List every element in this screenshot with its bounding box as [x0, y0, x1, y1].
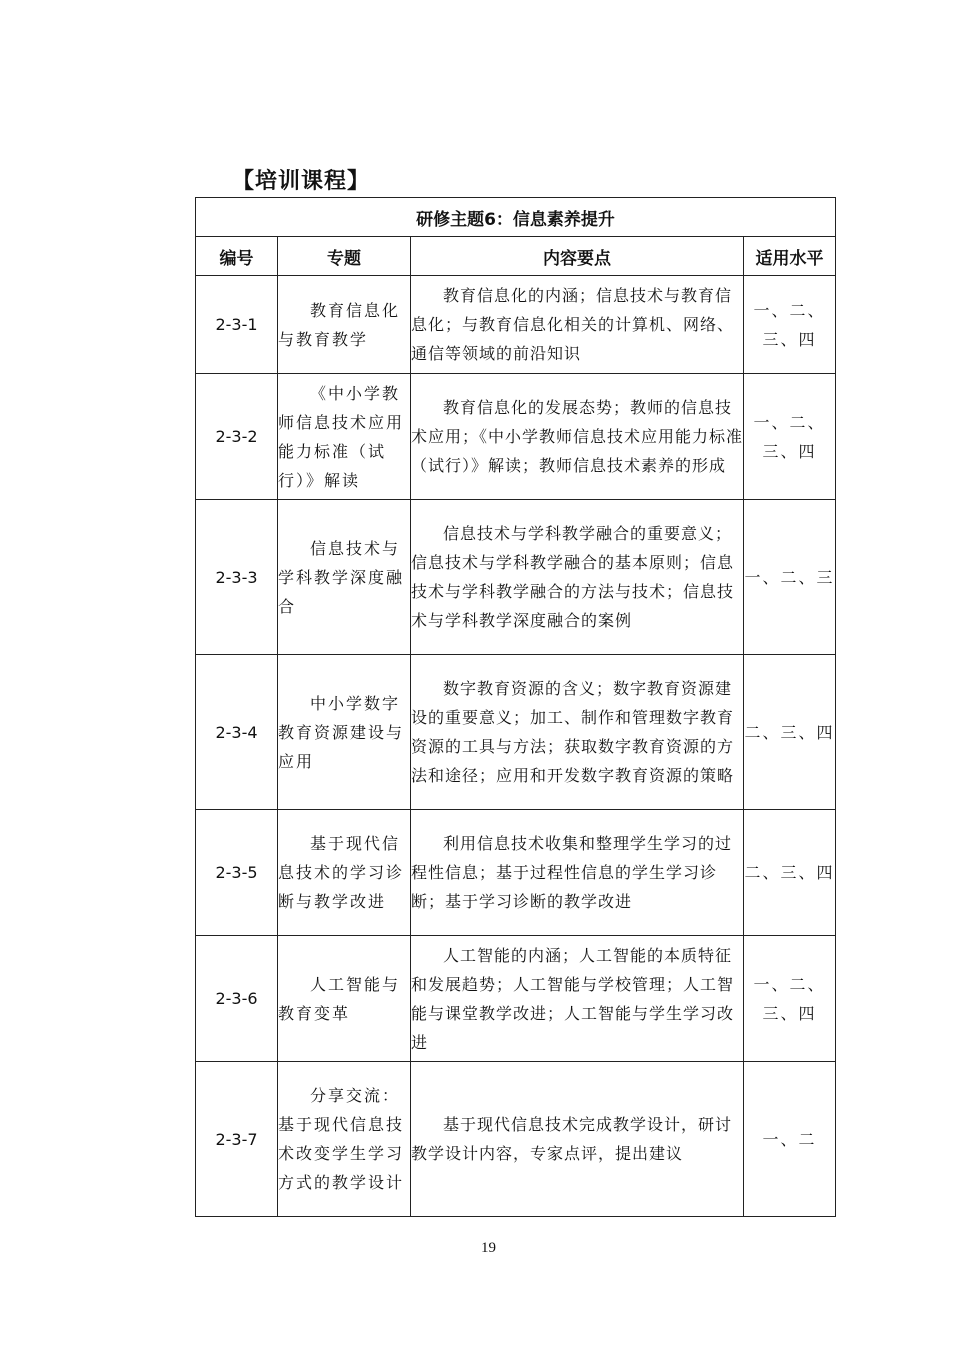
cell-content: 教育信息化的发展态势；教师的信息技术应用；《中小学教师信息技术应用能力标准（试行）》解读；教师信息技术素养的形成	[411, 374, 744, 500]
cell-content: 教育信息化的内涵；信息技术与教育信息化；与教育信息化相关的计算机、网络、通信等领域的前沿知识	[411, 276, 744, 374]
cell-level: 二、三、四	[744, 655, 836, 810]
table-row	[196, 936, 836, 1062]
cell-level: 二、三、四	[744, 810, 836, 936]
cell-code: 2-3-1	[196, 276, 278, 374]
column-header-content: 内容要点	[411, 237, 744, 276]
cell-topic: 中小学数字教育资源建设与应用	[278, 655, 411, 810]
cell-content: 基于现代信息技术完成教学设计，研讨教学设计内容，专家点评，提出建议	[411, 1062, 744, 1217]
cell-topic: 教育信息化与教育教学	[278, 276, 411, 374]
column-header-level: 适用水平	[744, 237, 836, 276]
table-row	[196, 276, 836, 374]
cell-topic: 分享交流：基于现代信息技术改变学生学习方式的教学设计	[278, 1062, 411, 1217]
table-row	[196, 374, 836, 500]
cell-level: 一、二、三、四	[744, 374, 836, 500]
section-heading: 【培训课程】	[232, 169, 371, 194]
cell-level: 一、二	[744, 1062, 836, 1217]
column-header-code: 编号	[196, 237, 278, 276]
cell-level: 一、二、三、四	[744, 276, 836, 374]
table-row	[196, 500, 836, 655]
page-number: 19	[481, 1240, 496, 1256]
course-table	[195, 197, 836, 1217]
table-caption: 研修主题6：信息素养提升	[196, 198, 836, 237]
cell-topic: 信息技术与学科教学深度融合	[278, 500, 411, 655]
cell-level: 一、二、三、四	[744, 936, 836, 1062]
cell-code: 2-3-2	[196, 374, 278, 500]
cell-code: 2-3-5	[196, 810, 278, 936]
cell-code: 2-3-6	[196, 936, 278, 1062]
column-header-topic: 专题	[278, 237, 411, 276]
cell-topic: 人工智能与教育变革	[278, 936, 411, 1062]
table-row	[196, 1062, 836, 1217]
cell-content: 利用信息技术收集和整理学生学习的过程性信息；基于过程性信息的学生学习诊断；基于学习诊断的教学改进	[411, 810, 744, 936]
cell-content: 数字教育资源的含义；数字教育资源建设的重要意义；加工、制作和管理数字教育资源的工具与方法；获取数字教育资源的方法和途径；应用和开发数字教育资源的策略	[411, 655, 744, 810]
cell-code: 2-3-4	[196, 655, 278, 810]
cell-code: 2-3-7	[196, 1062, 278, 1217]
cell-content: 信息技术与学科教学融合的重要意义；信息技术与学科教学融合的基本原则；信息技术与学科教学融合的方法与技术；信息技术与学科教学深度融合的案例	[411, 500, 744, 655]
table-row	[196, 655, 836, 810]
cell-content: 人工智能的内涵；人工智能的本质特征和发展趋势；人工智能与学校管理；人工智能与课堂教学改进；人工智能与学生学习改进	[411, 936, 744, 1062]
cell-level: 一、二、三	[744, 500, 836, 655]
cell-code: 2-3-3	[196, 500, 278, 655]
cell-topic: 基于现代信息技术的学习诊断与教学改进	[278, 810, 411, 936]
table-row	[196, 810, 836, 936]
cell-topic: 《中小学教师信息技术应用能力标准（试行）》解读	[278, 374, 411, 500]
